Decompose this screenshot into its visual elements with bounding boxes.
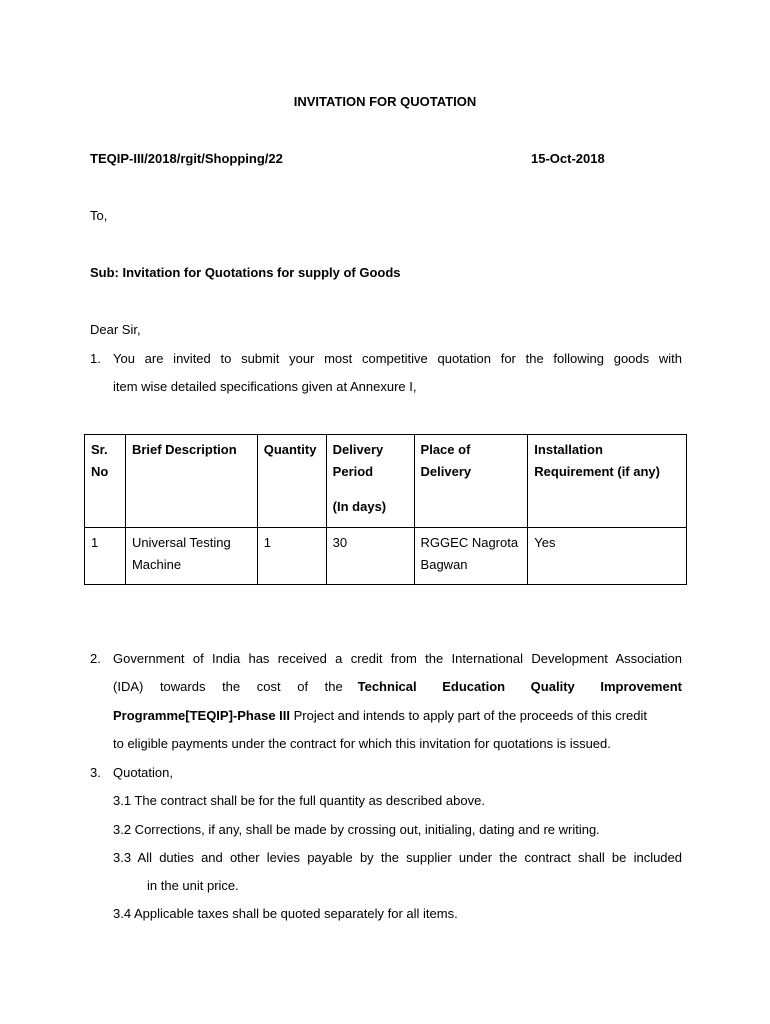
- document-title: INVITATION FOR QUOTATION: [293, 94, 477, 109]
- para2-line1: Government of India has received a credit from the International Development Association: [113, 651, 682, 666]
- cell-delivery-period: 30: [326, 528, 414, 585]
- clause-3-2: 3.2 Corrections, if any, shall be made by crossing out, initialing, dating and re writing.: [113, 822, 600, 837]
- clause-3-1: 3.1 The contract shall be for the full quantity as described above.: [113, 793, 485, 808]
- cell-sr-no: 1: [85, 528, 126, 585]
- cell-quantity: 1: [257, 528, 326, 585]
- para2-number: 2.: [90, 651, 101, 666]
- reference-number: TEQIP-III/2018/rgit/Shopping/22: [90, 151, 283, 166]
- para2-line2-plain: [113, 679, 358, 694]
- clause-3-3: 3.3 All duties and other levies payable by the supplier under the contract shall be included: [113, 850, 682, 865]
- para2-line2: [113, 679, 682, 694]
- header-place-of-delivery: Place of Delivery: [414, 435, 528, 528]
- table-header-row: [85, 435, 687, 528]
- cell-description: Universal Testing Machine: [125, 528, 257, 585]
- cell-installation: Yes: [528, 528, 687, 585]
- goods-table: [84, 434, 687, 585]
- para2-line4: to eligible payments under the contract for which this invitation for quotations is issued.: [113, 736, 611, 751]
- clause-3-3-continued: in the unit price.: [147, 878, 239, 893]
- para3-number: 3.: [90, 765, 101, 780]
- para2-line2-text: (IDA) towards the cost of the: [113, 679, 343, 694]
- para2-line2-bold: Technical Education Quality Improvement: [357, 679, 682, 694]
- clause-3-4: 3.4 Applicable taxes shall be quoted separately for all items.: [113, 906, 458, 921]
- table-row: [85, 528, 687, 585]
- para1-line1: You are invited to submit your most competitive quotation for the following goods with: [113, 351, 682, 366]
- addressee: To,: [90, 208, 108, 223]
- header-sr-no: Sr. No: [85, 435, 126, 528]
- para2-line3: [113, 708, 647, 723]
- header-delivery-period: Delivery Period (In days): [326, 435, 414, 528]
- header-quantity: Quantity: [257, 435, 326, 528]
- para3-heading: Quotation,: [113, 765, 173, 780]
- cell-place-of-delivery: RGGEC Nagrota Bagwan: [414, 528, 528, 585]
- salutation: Dear Sir,: [90, 322, 141, 337]
- document-date: 15-Oct-2018: [531, 151, 605, 166]
- header-installation: Installation Requirement (if any): [528, 435, 687, 528]
- programme-name: Programme[TEQIP]-Phase III: [113, 708, 290, 723]
- para2-line3-text: Project and intends to apply part of the proceeds of this credit: [290, 708, 647, 723]
- para1-line2: item wise detailed specifications given at Annexure I,: [113, 379, 417, 394]
- header-description: Brief Description: [125, 435, 257, 528]
- subject-line: Sub: Invitation for Quotations for supply of Goods: [90, 265, 401, 280]
- para1-number: 1.: [90, 351, 101, 366]
